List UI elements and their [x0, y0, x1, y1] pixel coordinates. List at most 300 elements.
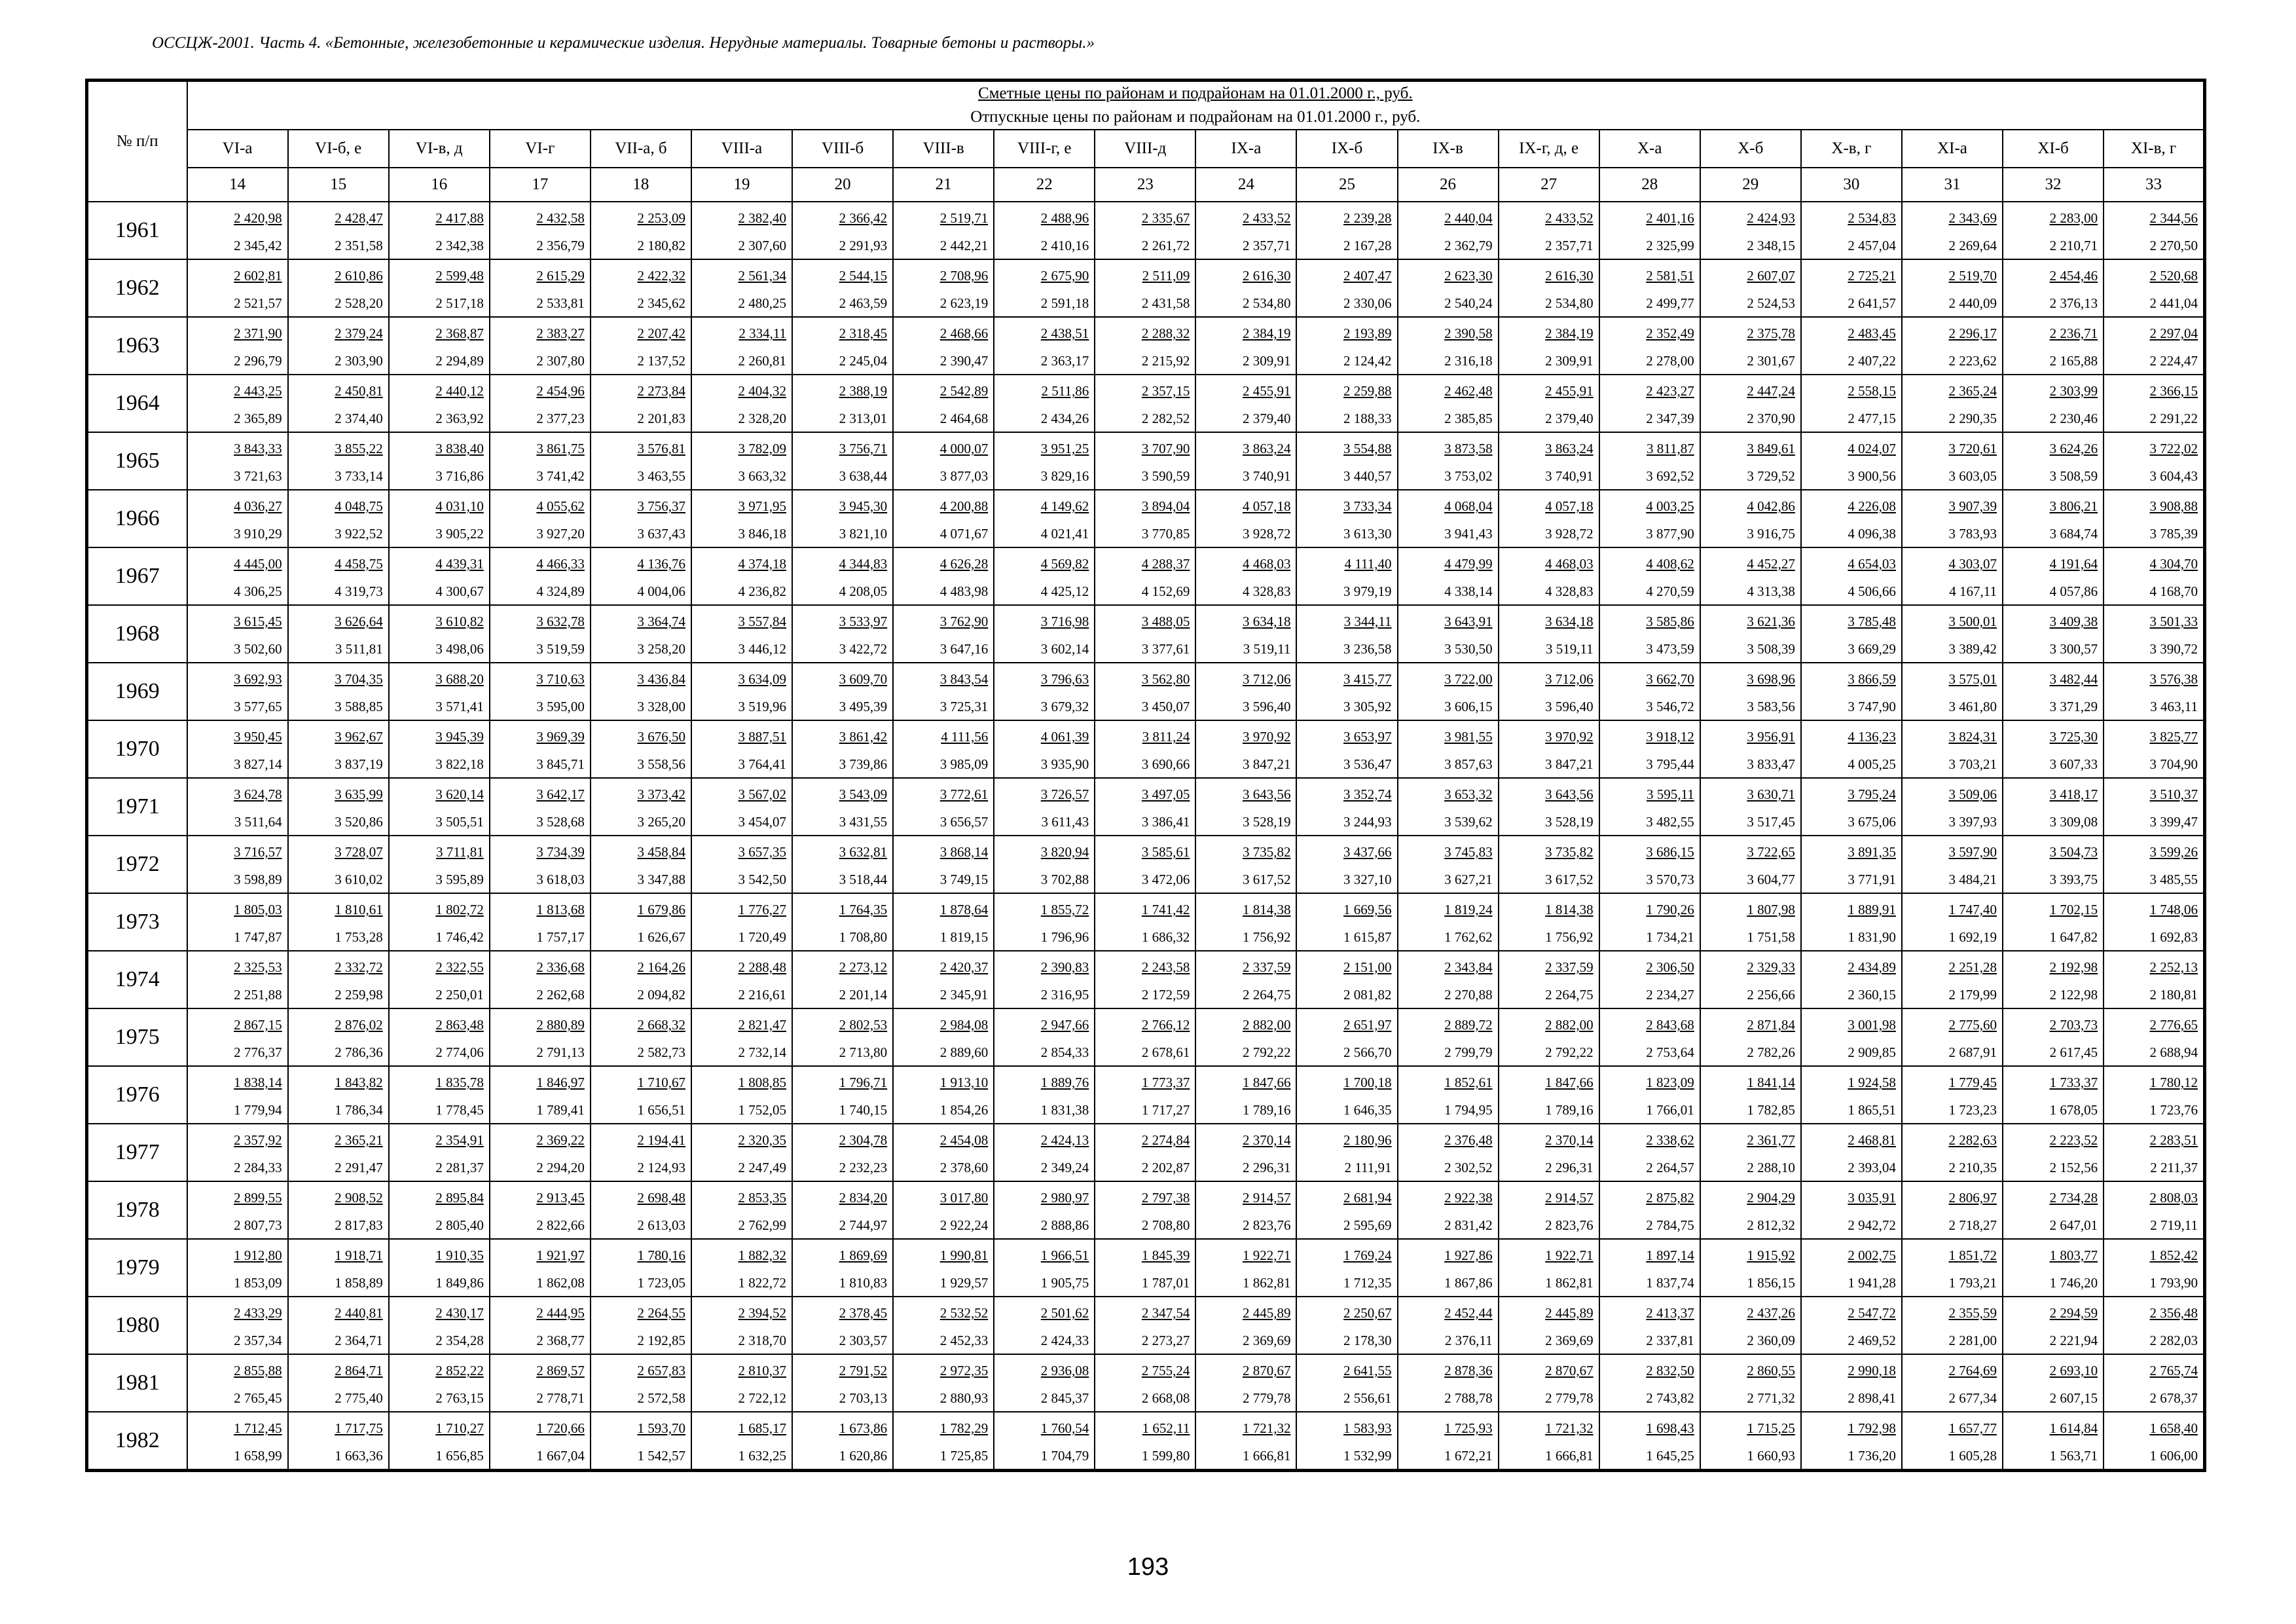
- estimate-price: 1 796,71: [839, 1075, 888, 1090]
- price-cell: [389, 1008, 490, 1066]
- price-cell: [1801, 202, 1902, 259]
- release-price: 3 519,59: [536, 641, 585, 657]
- release-price: 2 805,40: [435, 1217, 484, 1233]
- release-price: 1 853,09: [234, 1275, 282, 1291]
- price-cell: [490, 1181, 591, 1239]
- release-price: 1 789,16: [1242, 1102, 1291, 1118]
- release-price: 3 528,19: [1242, 814, 1291, 830]
- release-price: 3 627,21: [1444, 872, 1493, 887]
- release-price: 2 718,27: [1948, 1217, 1997, 1233]
- price-cell: [1700, 951, 1801, 1008]
- estimate-price: 1 921,97: [536, 1247, 585, 1263]
- price-cell: [1398, 1354, 1499, 1412]
- release-price: 1 658,99: [234, 1448, 282, 1464]
- estimate-price: 2 320,35: [738, 1132, 787, 1148]
- price-cell: [490, 951, 591, 1008]
- estimate-price: 1 700,18: [1343, 1075, 1392, 1090]
- release-price: 2 393,04: [1848, 1160, 1896, 1175]
- estimate-price: 3 811,87: [1647, 441, 1694, 456]
- release-price: 2 328,20: [738, 411, 787, 426]
- price-cell: [389, 259, 490, 317]
- estimate-price: 3 624,78: [234, 786, 282, 802]
- estimate-price: 3 720,61: [1948, 441, 1997, 456]
- price-cell: [1599, 605, 1700, 663]
- price-cell: [490, 547, 591, 605]
- price-cell: [1398, 1124, 1499, 1181]
- estimate-price: 1 685,17: [738, 1420, 787, 1436]
- estimate-price: 2 336,68: [536, 959, 585, 975]
- price-cell: [792, 490, 893, 547]
- price-cell: [1398, 317, 1499, 375]
- estimate-price: 3 662,70: [1646, 671, 1694, 687]
- release-price: 3 472,06: [1141, 872, 1190, 887]
- price-cell: [2104, 893, 2204, 951]
- release-price: 3 528,19: [1545, 814, 1594, 830]
- row-number-cell: 1964: [87, 375, 187, 432]
- estimate-price: 1 915,92: [1747, 1247, 1795, 1263]
- price-cell: [187, 1008, 288, 1066]
- price-cell: [1700, 720, 1801, 778]
- estimate-price: 2 468,81: [1848, 1132, 1896, 1148]
- price-cell: [2003, 893, 2104, 951]
- release-price: 2 788,78: [1444, 1390, 1493, 1406]
- estimate-price: 2 454,96: [536, 383, 585, 399]
- price-cell: [691, 1354, 792, 1412]
- price-cell: [1095, 1008, 1195, 1066]
- estimate-price: 4 055,62: [536, 498, 585, 514]
- release-price: 4 071,67: [939, 526, 989, 542]
- release-price: 1 831,38: [1040, 1102, 1089, 1118]
- release-price: 3 739,86: [839, 756, 888, 772]
- estimate-price: 1 790,26: [1646, 902, 1694, 917]
- estimate-price: 2 288,32: [1141, 325, 1190, 341]
- estimate-price: 2 344,56: [2149, 210, 2198, 226]
- release-price: 3 753,02: [1444, 468, 1493, 484]
- estimate-price: 2 444,95: [536, 1305, 585, 1321]
- release-price: 1 762,62: [1444, 929, 1493, 945]
- estimate-price: 2 488,96: [1040, 210, 1089, 226]
- release-price: 3 588,85: [335, 699, 383, 714]
- price-cell: [994, 1008, 1095, 1066]
- release-price: 2 223,62: [1948, 353, 1997, 369]
- release-price: 1 787,01: [1141, 1275, 1190, 1291]
- price-cell: [691, 259, 792, 317]
- price-cell: [1801, 1066, 1902, 1124]
- estimate-price: 2 875,82: [1646, 1190, 1694, 1206]
- release-price: 3 461,80: [1948, 699, 1997, 714]
- estimate-price: 3 458,84: [637, 844, 685, 860]
- price-cell: [691, 490, 792, 547]
- release-price: 3 305,92: [1343, 699, 1392, 714]
- estimate-price: 3 756,37: [637, 498, 685, 514]
- estimate-price: 4 068,04: [1444, 498, 1493, 514]
- release-price: 1 645,25: [1646, 1448, 1694, 1464]
- release-price: 2 342,38: [435, 238, 484, 253]
- price-cell: [1700, 547, 1801, 605]
- release-price: 4 338,14: [1444, 583, 1493, 599]
- release-price: 1 849,86: [435, 1275, 484, 1291]
- price-cell: [1095, 432, 1195, 490]
- price-cell: [1801, 720, 1902, 778]
- estimate-price: 2 791,52: [839, 1363, 888, 1378]
- estimate-price: 2 675,90: [1040, 268, 1089, 284]
- estimate-price: 2 264,55: [637, 1305, 685, 1321]
- price-cell: [2003, 547, 2104, 605]
- price-cell: [691, 1008, 792, 1066]
- price-cell: [1398, 951, 1499, 1008]
- release-price: 3 857,63: [1444, 756, 1493, 772]
- price-cell: [691, 375, 792, 432]
- price-cell: [994, 490, 1095, 547]
- price-cell: [1700, 663, 1801, 720]
- estimate-price: 4 468,03: [1242, 556, 1291, 572]
- price-cell: [591, 375, 691, 432]
- price-cell: [1499, 432, 1599, 490]
- price-cell: [389, 547, 490, 605]
- estimate-price: 1 924,58: [1848, 1075, 1896, 1090]
- estimate-price: 2 869,57: [536, 1363, 585, 1378]
- price-cell: [792, 720, 893, 778]
- price-cell: [591, 1412, 691, 1471]
- estimate-price: 3 504,73: [2049, 844, 2098, 860]
- release-price: 1 656,51: [637, 1102, 685, 1118]
- estimate-price: 1 897,14: [1646, 1247, 1694, 1263]
- price-cell: [1801, 605, 1902, 663]
- estimate-price: 4 000,07: [939, 441, 989, 456]
- estimate-price: 3 981,55: [1444, 729, 1493, 745]
- price-cell: [1095, 375, 1195, 432]
- row-number-cell: 1976: [87, 1066, 187, 1124]
- estimate-price: 3 745,83: [1444, 844, 1493, 860]
- release-price: 2 613,03: [637, 1217, 685, 1233]
- estimate-price: 2 404,32: [738, 383, 787, 399]
- estimate-price: 1 747,40: [1948, 902, 1997, 917]
- release-price: 2 201,83: [637, 411, 685, 426]
- estimate-price: 4 042,86: [1747, 498, 1795, 514]
- release-price: 2 215,92: [1141, 353, 1190, 369]
- estimate-price: 1 652,11: [1142, 1420, 1190, 1436]
- release-price: 2 264,75: [1545, 987, 1594, 1003]
- estimate-price: 1 878,64: [939, 902, 989, 917]
- release-price: 2 188,33: [1343, 411, 1392, 426]
- estimate-price: 3 643,56: [1242, 786, 1291, 802]
- price-cell: [1902, 547, 2003, 605]
- column-number: 20: [792, 168, 893, 202]
- price-cell: [893, 893, 994, 951]
- estimate-price: 4 288,37: [1141, 556, 1190, 572]
- price-cell: [1195, 202, 1296, 259]
- estimate-price: 3 653,32: [1444, 786, 1493, 802]
- estimate-price: 1 720,66: [536, 1420, 585, 1436]
- estimate-price: 2 764,69: [1948, 1363, 1997, 1378]
- price-cell: [1902, 663, 2003, 720]
- price-cell: [792, 778, 893, 836]
- estimate-price: 3 855,22: [335, 441, 383, 456]
- release-price: 2 369,69: [1242, 1333, 1291, 1348]
- estimate-price: 3 950,45: [234, 729, 282, 745]
- release-price: 4 483,98: [939, 583, 989, 599]
- price-cell: [1195, 317, 1296, 375]
- release-price: 1 606,00: [2149, 1448, 2198, 1464]
- estimate-price: 2 433,52: [1545, 210, 1594, 226]
- price-cell: [1499, 1066, 1599, 1124]
- release-price: 2 318,70: [738, 1333, 787, 1348]
- price-cell: [1195, 1181, 1296, 1239]
- price-cell: [1296, 317, 1397, 375]
- price-cell: [1296, 259, 1397, 317]
- release-price: 2 812,32: [1747, 1217, 1795, 1233]
- release-price: 3 749,15: [939, 872, 989, 887]
- release-price: 2 178,30: [1343, 1333, 1392, 1348]
- price-cell: [893, 317, 994, 375]
- estimate-price: 4 303,07: [1948, 556, 1997, 572]
- release-price: 1 794,95: [1444, 1102, 1493, 1118]
- release-price: 1 905,75: [1040, 1275, 1089, 1291]
- estimate-price: 1 852,42: [2149, 1247, 2198, 1263]
- estimate-price: 3 418,17: [2049, 786, 2098, 802]
- estimate-price: 3 643,56: [1545, 786, 1594, 802]
- price-cell: [591, 317, 691, 375]
- estimate-price: 2 547,72: [1848, 1305, 1896, 1321]
- price-cell: [1902, 490, 2003, 547]
- estimate-price: 2 913,45: [536, 1190, 585, 1206]
- price-cell: [2104, 778, 2204, 836]
- price-cell: [1801, 1008, 1902, 1066]
- estimate-price: 2 668,32: [637, 1017, 685, 1033]
- estimate-price: 1 712,45: [234, 1420, 282, 1436]
- estimate-price: 1 669,56: [1343, 902, 1392, 917]
- price-cell: [389, 778, 490, 836]
- release-price: 3 393,75: [2049, 872, 2098, 887]
- price-cell: [792, 375, 893, 432]
- price-cell: [792, 259, 893, 317]
- price-cell: [187, 202, 288, 259]
- price-cell: [691, 778, 792, 836]
- estimate-price: 2 325,53: [234, 959, 282, 975]
- release-price: 3 770,85: [1141, 526, 1190, 542]
- estimate-price: 2 519,71: [939, 210, 989, 226]
- release-price: 2 441,04: [2149, 295, 2198, 311]
- estimate-price: 3 509,06: [1948, 786, 1997, 802]
- release-price: 4 300,67: [435, 583, 484, 599]
- release-price: 2 582,73: [637, 1044, 685, 1060]
- release-price: 2 345,62: [637, 295, 685, 311]
- price-cell: [691, 893, 792, 951]
- price-cell: [1296, 951, 1397, 1008]
- estimate-price: 3 017,80: [939, 1190, 989, 1206]
- estimate-price: 3 620,14: [435, 786, 484, 802]
- estimate-price: 1 748,06: [2149, 902, 2198, 917]
- price-cell: [1296, 836, 1397, 893]
- price-cell: [1902, 375, 2003, 432]
- release-price: 2 452,33: [939, 1333, 989, 1348]
- release-price: 2 499,77: [1646, 295, 1694, 311]
- release-price: 2 556,61: [1343, 1390, 1392, 1406]
- price-cell: [893, 951, 994, 1008]
- price-cell: [792, 1297, 893, 1354]
- release-price: 2 407,22: [1848, 353, 1896, 369]
- price-cell: [2104, 1239, 2204, 1297]
- price-cell: [1499, 1181, 1599, 1239]
- release-price: 2 722,12: [738, 1390, 787, 1406]
- price-cell: [1095, 778, 1195, 836]
- release-price: 2 431,58: [1141, 295, 1190, 311]
- price-cell: [1801, 1181, 1902, 1239]
- release-price: 2 678,61: [1141, 1044, 1190, 1060]
- price-cell: [187, 1297, 288, 1354]
- release-price: 2 703,13: [839, 1390, 888, 1406]
- price-cell: [389, 490, 490, 547]
- release-price: 2 677,34: [1948, 1390, 1997, 1406]
- estimate-price: 2 802,53: [839, 1017, 888, 1033]
- price-cell: [1499, 375, 1599, 432]
- estimate-price: 3 557,84: [738, 614, 787, 629]
- estimate-price: 3 585,61: [1141, 844, 1190, 860]
- estimate-price: 3 437,66: [1343, 844, 1392, 860]
- release-price: 3 511,81: [335, 641, 383, 657]
- release-price: 3 617,52: [1545, 872, 1594, 887]
- release-price: 4 270,59: [1646, 583, 1694, 599]
- estimate-price: 2 455,91: [1242, 383, 1291, 399]
- estimate-price: 3 907,39: [1948, 498, 1997, 514]
- estimate-price: 2 834,20: [839, 1190, 888, 1206]
- release-price: 2 270,88: [1444, 987, 1493, 1003]
- estimate-price: 1 841,14: [1747, 1075, 1795, 1090]
- estimate-price: 2 725,21: [1848, 268, 1896, 284]
- release-price: 2 390,47: [939, 353, 989, 369]
- estimate-price: 2 914,57: [1545, 1190, 1594, 1206]
- estimate-price: 2 355,59: [1948, 1305, 1997, 1321]
- release-price: 2 179,99: [1948, 987, 1997, 1003]
- release-price: 3 905,22: [435, 526, 484, 542]
- price-cell: [994, 1066, 1095, 1124]
- price-cell: [1599, 663, 1700, 720]
- estimate-price: 3 533,97: [839, 614, 888, 629]
- release-price: 1 766,01: [1646, 1102, 1694, 1118]
- release-price: 3 663,32: [738, 468, 787, 484]
- price-cell: [1700, 1297, 1801, 1354]
- release-price: 2 291,22: [2149, 411, 2198, 426]
- region-header: X-а: [1599, 130, 1700, 168]
- price-cell: [1499, 1239, 1599, 1297]
- estimate-price: 2 651,97: [1343, 1017, 1392, 1033]
- region-header: VII-а, б: [591, 130, 691, 168]
- estimate-price: 3 712,06: [1545, 671, 1594, 687]
- table-row: [87, 605, 2205, 663]
- estimate-price: 2 253,09: [637, 210, 685, 226]
- price-cell: [490, 259, 591, 317]
- release-price: 1 632,25: [738, 1448, 787, 1464]
- release-price: 2 364,71: [335, 1333, 383, 1348]
- price-cell: [490, 1354, 591, 1412]
- price-cell: [792, 951, 893, 1008]
- release-price: 2 786,36: [335, 1044, 383, 1060]
- release-price: 2 301,67: [1747, 353, 1795, 369]
- price-cell: [187, 836, 288, 893]
- estimate-price: 1 710,27: [435, 1420, 484, 1436]
- estimate-price: 4 136,23: [1848, 729, 1896, 745]
- table-row: [87, 778, 2205, 836]
- estimate-price: 3 785,48: [1848, 614, 1896, 629]
- estimate-price: 3 971,95: [738, 498, 787, 514]
- release-price: 3 602,14: [1040, 641, 1089, 657]
- estimate-price: 4 036,27: [234, 498, 282, 514]
- release-price: 1 740,15: [839, 1102, 888, 1118]
- price-cell: [1499, 1412, 1599, 1471]
- price-cell: [691, 432, 792, 490]
- price-cell: [1700, 1124, 1801, 1181]
- release-price: 2 282,52: [1141, 411, 1190, 426]
- price-cell: [389, 317, 490, 375]
- estimate-price: 1 912,80: [234, 1247, 282, 1263]
- release-price: 2 647,01: [2049, 1217, 2098, 1233]
- estimate-price: 2 366,42: [839, 210, 888, 226]
- estimate-price: 2 332,72: [335, 959, 383, 975]
- price-cell: [1398, 836, 1499, 893]
- column-number: 26: [1398, 168, 1499, 202]
- release-price: 1 626,67: [637, 929, 685, 945]
- price-cell: [792, 1124, 893, 1181]
- estimate-price: 2 455,91: [1545, 383, 1594, 399]
- estimate-price: 1 913,10: [939, 1075, 989, 1090]
- release-price: 3 941,43: [1444, 526, 1493, 542]
- estimate-price: 2 454,08: [939, 1132, 989, 1148]
- price-cell: [1599, 836, 1700, 893]
- row-number-cell: 1979: [87, 1239, 187, 1297]
- price-cell: [1700, 778, 1801, 836]
- price-cell: [288, 605, 389, 663]
- price-cell: [691, 951, 792, 1008]
- estimate-price: 2 878,36: [1444, 1363, 1493, 1378]
- release-price: 1 756,92: [1545, 929, 1594, 945]
- release-price: 2 202,87: [1141, 1160, 1190, 1175]
- price-cell: [288, 836, 389, 893]
- estimate-price: 2 388,19: [839, 383, 888, 399]
- price-cell: [187, 778, 288, 836]
- price-cell: [1296, 1124, 1397, 1181]
- estimate-price: 1 593,70: [637, 1420, 685, 1436]
- estimate-price: 1 733,37: [2049, 1075, 2098, 1090]
- release-price: 3 877,90: [1646, 526, 1694, 542]
- release-price: 2 775,40: [335, 1390, 383, 1406]
- price-cell: [994, 778, 1095, 836]
- price-cell: [1398, 432, 1499, 490]
- table-row: [87, 1124, 2205, 1181]
- estimate-price: 3 642,17: [536, 786, 585, 802]
- estimate-price: 1 851,72: [1948, 1247, 1997, 1263]
- release-price: 3 922,52: [335, 526, 383, 542]
- price-cell: [288, 778, 389, 836]
- estimate-price: 2 899,55: [234, 1190, 282, 1206]
- estimate-price: 2 370,14: [1545, 1132, 1594, 1148]
- price-cell: [994, 1181, 1095, 1239]
- price-cell: [893, 1124, 994, 1181]
- estimate-price: 2 369,22: [536, 1132, 585, 1148]
- price-cell: [2104, 720, 2204, 778]
- price-cell: [1095, 1239, 1195, 1297]
- estimate-price: 3 735,82: [1545, 844, 1594, 860]
- price-cell: [490, 1124, 591, 1181]
- price-cell: [1296, 375, 1397, 432]
- release-price: 1 782,85: [1747, 1102, 1795, 1118]
- price-cell: [389, 893, 490, 951]
- estimate-price: 3 632,78: [536, 614, 585, 629]
- estimate-price: 2 936,08: [1040, 1363, 1089, 1378]
- release-price: 2 354,28: [435, 1333, 484, 1348]
- release-price: 3 741,42: [536, 468, 585, 484]
- release-price: 2 294,20: [536, 1160, 585, 1175]
- price-cell: [1095, 259, 1195, 317]
